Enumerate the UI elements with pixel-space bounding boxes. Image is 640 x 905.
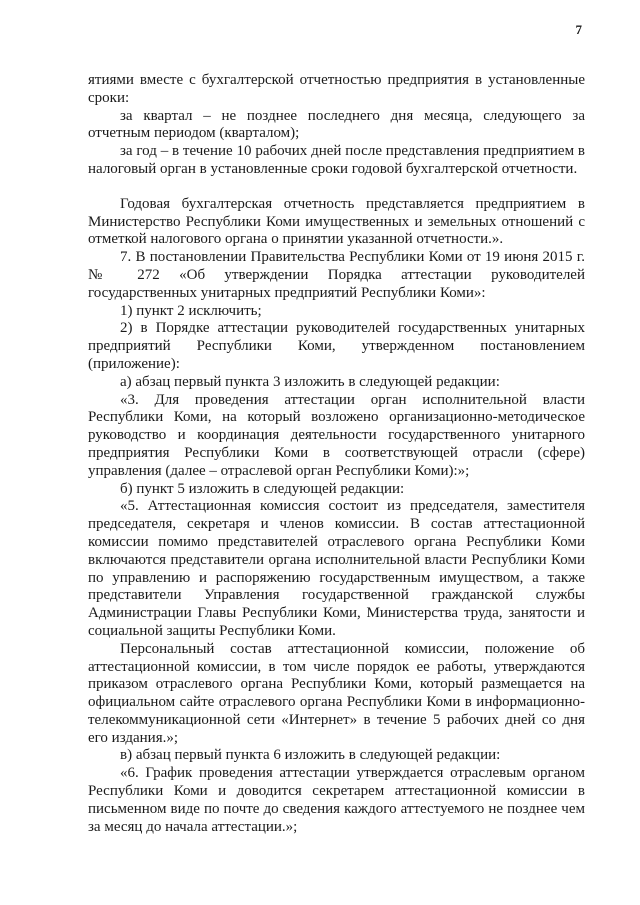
page-number: 7: [575, 22, 582, 37]
paragraph-year-deadline: за год – в течение 10 рабочих дней после представления предприятием в налоговый орган в установленные сроки годовой бухгалтерской отчетности.: [88, 143, 585, 177]
document-body: [88, 72, 585, 836]
paragraph-item-7: 7. В постановлении Правительства Республики Коми от 19 июня 2015 г. № 272 «Об утверждении Порядка аттестации руководителей государственных унитарных предприятий Республики Коми»:: [88, 249, 585, 301]
paragraph-quote-6: «6. График проведения аттестации утверждается отраслевым органом Республики Коми и доводится секретарем аттестационной комиссии в письменном виде по почте до сведения каждого аттестуемого не позднее чем за месяц до начала аттестации.»;: [88, 765, 585, 835]
paragraph-quote-3: «3. Для проведения аттестации орган исполнительной власти Республики Коми, на который возложено организационно-методическое руководство и координация деятельности государственного унитарного предприятия Республики Коми в соответствующей отрасли (сфере) управления (далее – отраслевой орган Республики Коми):»;: [88, 391, 585, 479]
paragraph-subitem-b: б) пункт 5 изложить в следующей редакции:: [120, 480, 405, 497]
paragraph-subitem-v: в) абзац первый пункта 6 изложить в следующей редакции:: [120, 747, 501, 764]
paragraph-subitem-a: а) абзац первый пункта 3 изложить в следующей редакции:: [120, 373, 500, 390]
paragraph-quote-5: «5. Аттестационная комиссия состоит из председателя, заместителя председателя, секретаря и членов комиссии. В состав аттестационной комиссии помимо представителей отраслевого органа Республики Коми включаются представители органа исполнительной власти Республики Коми по управлению и распоряжению государственным имуществом, а также представители Управления государственной гражданской службы Администрации Главы Республики Коми, Министерства труда, занятости и социальной защиты Республики Коми.: [88, 498, 585, 639]
paragraph-personnel: Персональный состав аттестационной комиссии, положение об аттестационной комиссии, в том числе порядок ее работы, утверждаются приказом отраслевого органа Республики Коми, который размещается на официальном сайте отраслевого органа Республики Коми в информационно-телекоммуникационной сети «Интернет» в течение 5 рабочих дней со дня его издания.»;: [88, 640, 585, 746]
paragraph-quarter-deadline: за квартал – не позднее последнего дня месяца, следующего за отчетным периодом (кварталом);: [88, 107, 585, 142]
paragraph-continuation: ятиями вместе с бухгалтерской отчетностью предприятия в установленные сроки:: [88, 72, 585, 106]
paragraph-annual-reporting: Годовая бухгалтерская отчетность представляется предприятием в Министерство Республики Коми имущественных и земельных отношений с отметкой налогового органа о принятии указанной отчетности.».: [88, 195, 585, 248]
paragraph-subitem-2: 2) в Порядке аттестации руководителей государственных унитарных предприятий Республики Коми, утвержденном постановлением (приложение):: [88, 320, 585, 372]
paragraph-subitem-1: 1) пункт 2 исключить;: [120, 302, 262, 319]
